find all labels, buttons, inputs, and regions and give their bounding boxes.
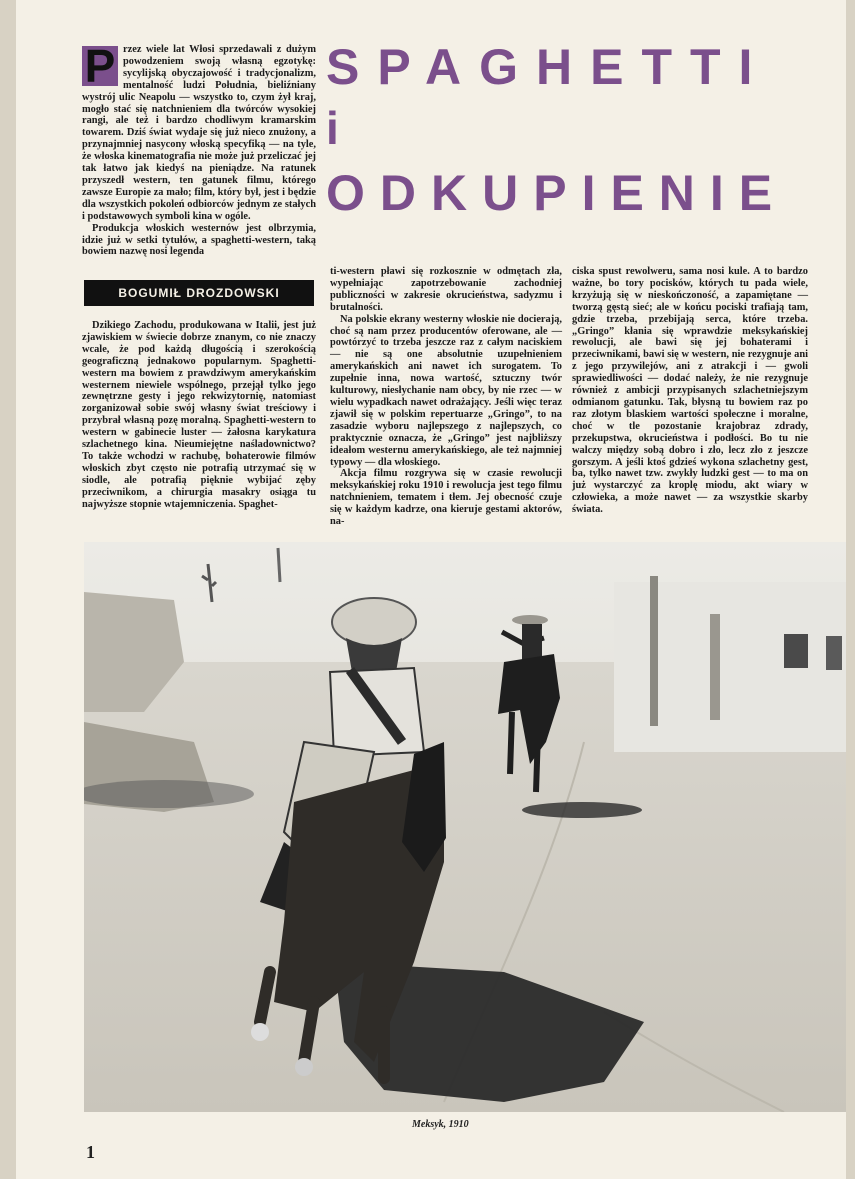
photo-illustration	[84, 542, 846, 1112]
headline-line-3: ODKUPIENIE	[326, 165, 788, 221]
author-byline: BOGUMIŁ DROZDOWSKI	[84, 280, 314, 306]
intro-text-2: Produkcja włoskich westernów jest olbrzymia, idzie już w setki tytułów, a spaghetti-western, taką bowiem nazwę nosi legenda	[82, 222, 316, 258]
intro-paragraph	[82, 40, 316, 258]
column-2-paragraph-1: ti-western pławi się rozkosznie w odmętach zła, wypełniając zapotrzebowanie zachodniej publiczności w zakresie okrucieństwa, sadyzmu i brutalności.	[330, 266, 562, 313]
intro-text: rzez wiele lat Włosi sprzedawali z dużym powodzeniem swoją własną egzotykę: sycylijską obyczajowość i tradycjonalizm, mentalność ludzi Południa, bieliźniany wystrój ulic Neapolu — wszystko to, czym żył kraj, mogło stać się natchnieniem dla twórców wysokiej rangi, ale też i bardzo chodliwym kramarskim towarem. Dziś świat wydaje się już nieco znużony, a przynajmniej nasycony włoską specyfiką — na tyle, że włoska kinematografia nie może już przeliczać jej tak łatwo jak kiedyś na pieniądze. Na ratunek przyszedł western, ten gatunek filmu, którego zawsze Europie za mało; film, który był, jest i będzie dla wszystkich pokoleń odbiorców jednym ze stałych i podstawowych symboli kina w ogóle.	[82, 44, 316, 222]
column-3-text: ciska spust rewolweru, sama nosi kule. A to bardzo ważne, bo tory pocisków, których tu pada wiele, krzyżują się w nieskończoność, a zapamiętane — tworzą gęstą sieć; ale w końcu pociski trafiają tam, gdzie trzeba, przebijają serca, które trzeba. „Gringo” kłania się wprawdzie meksykańskiej rewolucji, ale bawi się jej bohaterami i przeciwnikami, bawi się w western, nie rezygnuje ani z jego przywilejów, ani z atrakcji i — gwoli sprawiedliwości — dodać należy, że nie rezygnuje również z ambicji przypisanych szlachetniejszym odmianom gatunku. Tak, błysną tu bowiem raz po raz złotym blaskiem wartości społeczne i moralne, choć w tle pozostanie krajobraz zdrady, przekupstwa, okrucieństwa i podłości. Bo tu nie walczy między sobą dobro i zło, lecz zło z jeszcze gorszym. A jeśli ktoś gdzieś wykona szlachetny gest, ba, tylko nawet tzw. zwykły ludzki gest — to ma on już wystarczyć za kroplę miodu, akt wiary w człowieka, a może nawet — za wszystkie skarby świata.	[572, 266, 808, 516]
column-1-text: Dzikiego Zachodu, produkowana w Italii, jest już zjawiskiem w świecie dobrze znanym, co nie znaczy wcale, że pod każdą długością i szerokością geograficzną jednakowo popularnym. Spaghetti-western ma bowiem z prawdziwym amerykańskim westernem niewiele wspólnego, przejął tylko jego zewnętrzne gesty i jego rekwizytornię, natomiast zorganizował sobie swój własny świat treściowy i przybrał własną pozę moralną. Spaghetti-western to western w gabinecie luster — żałosna karykatura szlachetnego kina. Nieumiejętne naśladownictwo? To także wchodzi w rachubę, bohaterowie filmów włoskich zbyt często nie potrafią utrzymać się w siodle, ale potrafią pięknie wybijać zęby przeciwnikom, a chirurgia masakry osiąga tu najwyższe stopnie wtajemniczenia. Spaghet-	[82, 320, 316, 510]
column-2-paragraph-3: Akcja filmu rozgrywa się w czasie rewolucji meksykańskiej roku 1910 i rewolucja jest tego filmu natchnieniem, tematem i tłem. Jej obecność czuje się w każdym kadrze, ona kieruje gestami aktorów, na-	[330, 468, 562, 528]
article-column-3	[572, 266, 808, 516]
headline-line-2: i	[326, 102, 339, 154]
article-column-1	[82, 320, 316, 511]
column-2-paragraph-2: Na polskie ekrany westerny włoskie nie docierają, choć są nam przez producentów oferowane, ale — powtórzyć to trzeba jeszcze raz z całym naciskiem — nie są one absolutnie uzupełnieniem amerykańskich ani nawet ich surogatem. To zupełnie inna, nowa wartość, sztuczny twór kulturowy, niesłychanie nam obcy, by nie rzec — w wielu wypadkach nawet odrażający. Jeśli więc teraz zjawił się w polskim repertuarze „Gringo”, to na zasadzie wyboru najlepszego z najlepszych, co praktycznie oznacza, że „Gringo” jest najbliższy ideałom westernu amerykańskiego, ale też najmniej typowy — dla włoskiego.	[330, 313, 562, 468]
article-column-2	[330, 266, 562, 528]
film-still-photo	[84, 542, 846, 1112]
photo-caption: Meksyk, 1910	[412, 1119, 469, 1130]
drop-cap: P	[82, 46, 118, 86]
page-number: 1	[86, 1142, 95, 1162]
headline-line-1: SPAGHETTI	[326, 39, 771, 95]
